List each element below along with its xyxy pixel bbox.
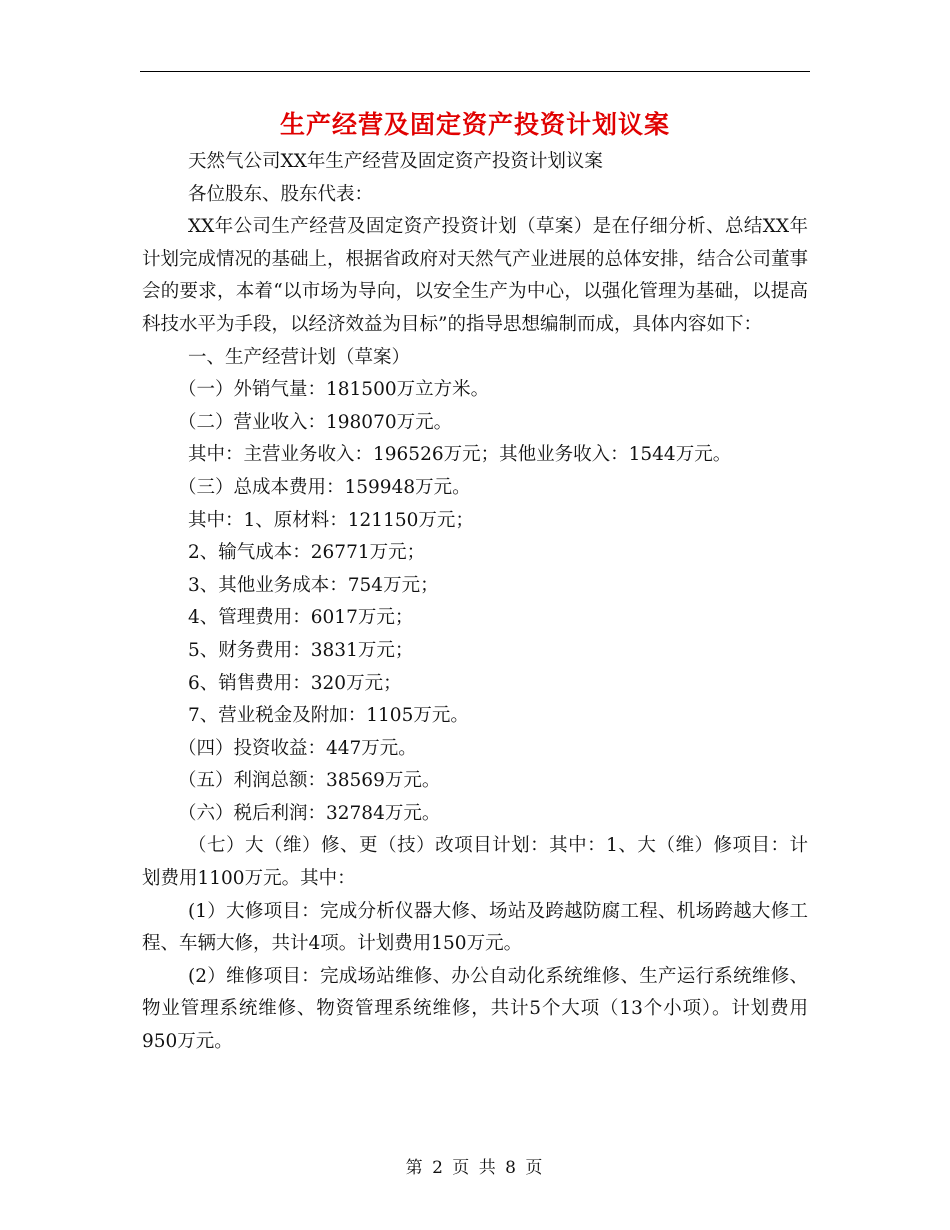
list-item: 其中：主营业务收入：196526万元；其他业务收入：1544万元。 [188,444,732,466]
list-item: （五）利润总额：38569万元。 [178,770,441,792]
paragraph-salutation: 各位股东、股东代表： [188,183,374,205]
list-item: （四）投资收益：447万元。 [178,737,417,759]
paragraph-intro: XX年公司生产经营及固定资产投资计划（草案）是在仔细分析、总结XX年计划完成情况的基础上，根据省政府对天然气产业进展的总体安排，结合公司董事会的要求，本着“以市场为导向，以安全生产为中心，以强化管理为基础，以提高科技水平为手段，以经济效益为目标”的指导思想编制而成，具体内容如下： [142,216,809,335]
header-rule [140,71,810,72]
section-heading-1: 一、生产经营计划（草案） [188,346,411,368]
document-body [142,146,808,1059]
list-item: 7、营业税金及附加：1105万元。 [188,705,469,727]
list-item: 2、输气成本：26771万元； [188,542,426,564]
list-item: （六）税后利润：32784万元。 [178,802,441,824]
paragraph-projects: （七）大（维）修、更（技）改项目计划：其中：1、大（维）修项目：计划费用1100万元。其中： [142,835,808,890]
list-item: 其中：1、原材料：121150万元； [188,509,474,531]
list-item: 4、管理费用：6017万元； [188,607,414,629]
list-item: 3、其他业务成本：754万元； [188,574,439,596]
list-item: 6、销售费用：320万元； [188,672,402,694]
document-title: 生产经营及固定资产投资计划议案 [279,110,670,139]
page-number: 第 2 页 共 8 页 [405,1158,545,1178]
paragraph-subtitle: 天然气公司XX年生产经营及固定资产投资计划议案 [188,151,603,172]
list-item: （二）营业收入：198070万元。 [178,411,453,433]
list-item: （一）外销气量：181500万立方米。 [178,379,490,401]
list-item: 5、财务费用：3831万元； [188,639,414,661]
paragraph-overhaul: (1）大修项目：完成分析仪器大修、场站及跨越防腐工程、机场跨越大修工程、车辆大修，共计4项。计划费用150万元。 [142,900,808,955]
list-item: （三）总成本费用：159948万元。 [178,476,471,498]
paragraph-maintenance: (2）维修项目：完成场站维修、办公自动化系统维修、生产运行系统维修、物业管理系统维修、物资管理系统维修，共计5个大项（13个小项）。计划费用950万元。 [142,965,808,1053]
